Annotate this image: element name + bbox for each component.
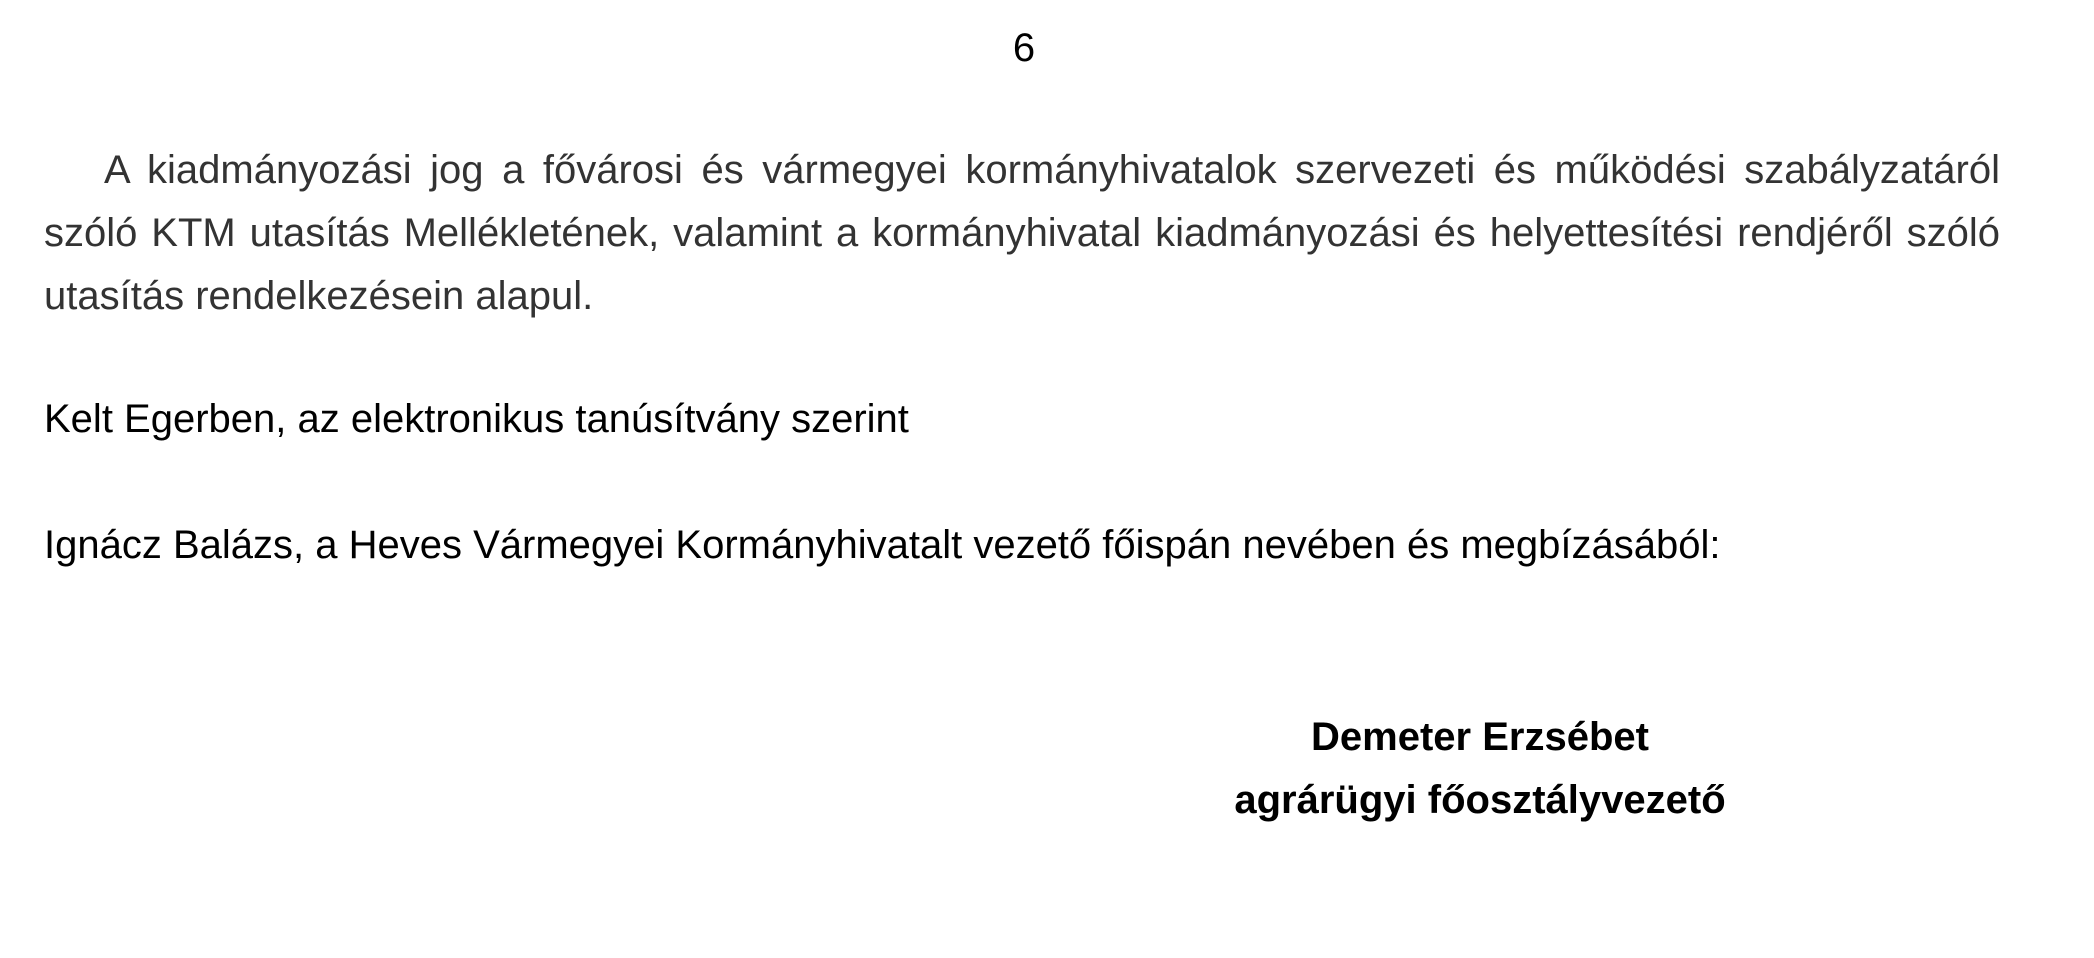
place-date-line: Kelt Egerben, az elektronikus tanúsítvány szerint [44, 397, 909, 441]
signature-block [1200, 706, 1760, 832]
signatory-title: agrárügyi főosztályvezető [1234, 778, 1726, 822]
authorization-line: Ignácz Balázs, a Heves Vármegyei Kormányhivatalt vezető főispán nevében és megbízásából: [44, 523, 1721, 567]
page-number: 6 [1012, 26, 1036, 70]
body-paragraph: A kiadmányozási jog a fővárosi és vármegyei kormányhivatalok szervezeti és működési szabályzatáról szóló KTM utasítás Mellékletének, valamint a kormányhivatal kiadmányozási és helyettesítési rendjéről szóló utasítás rendelkezésein alapul. [44, 148, 2000, 318]
signatory-name: Demeter Erzsébet [1311, 715, 1649, 759]
